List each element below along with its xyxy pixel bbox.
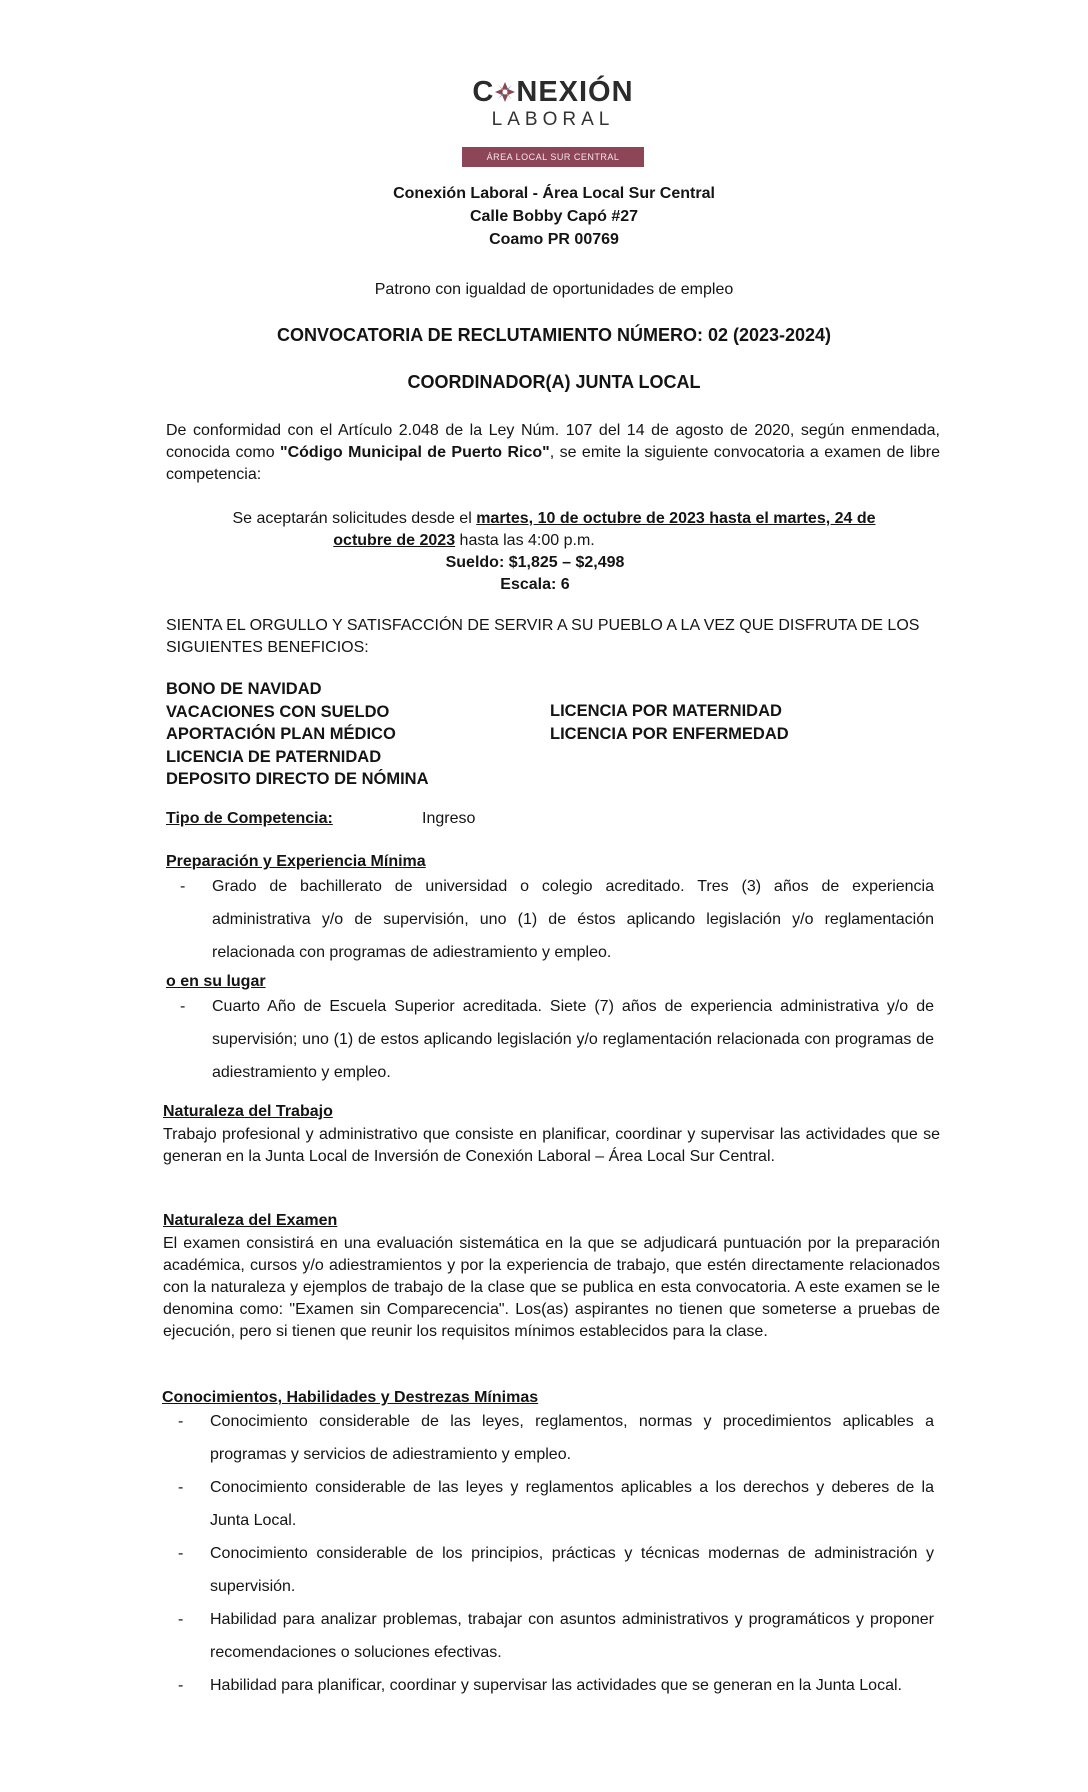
page-title: CONVOCATORIA DE RECLUTAMIENTO NÚMERO: 02 (2023-2024) [276,325,832,345]
alternative-title: o en su lugar [166,973,266,990]
logo-title-rest: NEXIÓN [516,76,634,108]
preparation-item [180,870,934,969]
address-line-2: Calle Bobby Capó #27 [469,208,639,225]
alternative-item [180,990,934,1089]
work-nature-title: Naturaleza del Trabajo [163,1103,333,1120]
skill-item [178,1603,934,1669]
alternative-item-text: Cuarto Año de Escuela Superior acreditada. Siete (7) años de experiencia administrativa y/o de supervisión; uno (1) de estos aplicando legislación y/o reglamentación relacionada con programas de adiestramiento y empleo. [212,998,934,1081]
bullet-dash: - [178,1611,184,1628]
bullet-dash: - [180,998,186,1015]
bullet-dash: - [178,1545,184,1562]
skill-item [178,1537,934,1603]
bullet-dash: - [178,1413,184,1430]
application-dates-1: martes, 10 de octubre de 2023 hasta el martes, 24 de [476,510,876,527]
benefits-left-list [166,678,429,791]
star-o-icon [494,81,516,103]
preparation-title: Preparación y Experiencia Mínima [166,853,426,870]
application-dates-2: octubre de 2023 [333,532,456,549]
employer-note: Patrono con igualdad de oportunidades de empleo [374,281,734,298]
application-prefix: Se aceptarán solicitudes desde el [232,510,477,527]
logo-area-band: ÁREA LOCAL SUR CENTRAL [462,147,644,167]
skill-item [178,1405,934,1471]
application-suffix: hasta las 4:00 p.m. [455,532,595,549]
bullet-dash: - [180,878,186,895]
skills-title: Conocimientos, Habilidades y Destrezas Mínimas [162,1389,539,1406]
benefit-item: VACACIONES CON SUELDO [166,702,390,721]
competition-type-value: Ingreso [422,810,476,827]
intro-text-2: , se emite la siguiente convocatoria a examen de libre competencia: [166,444,941,483]
competition-type-label: Tipo de Competencia: [166,810,333,827]
address-line-3: Coamo PR 00769 [489,231,619,248]
exam-nature-title: Naturaleza del Examen [163,1212,338,1229]
skill-item [178,1471,934,1537]
intro-code-name: "Código Municipal de Puerto Rico" [280,444,550,461]
skill-item-text: Conocimiento considerable de las leyes y reglamentos aplicables a los derechos y deberes de la Junta Local. [210,1479,934,1529]
benefits-intro: SIENTA EL ORGULLO Y SATISFACCIÓN DE SERVIR A SU PUEBLO A LA VEZ QUE DISFRUTA DE LOS SIGUIENTES BENEFICIOS: [166,617,920,656]
scale: Escala: 6 [500,576,570,593]
benefits-right-list [550,700,789,745]
salary: Sueldo: $1,825 – $2,498 [445,554,625,571]
conexion-laboral-logo [458,76,648,167]
benefit-item: LICENCIA DE PATERNIDAD [166,747,382,766]
benefit-item: LICENCIA POR MATERNIDAD [550,702,782,720]
intro-paragraph [166,420,940,486]
application-period [160,508,948,596]
bullet-dash: - [178,1677,184,1694]
application-line-2 [0,530,948,552]
skill-item-text: Conocimiento considerable de las leyes, reglamentos, normas y procedimientos aplicables a programas y servicios de adiestramiento y empleo. [210,1413,934,1463]
bullet-dash: - [178,1479,184,1496]
benefit-item: DEPOSITO DIRECTO DE NÓMINA [166,770,429,788]
benefit-item: BONO DE NAVIDAD [166,680,322,698]
skill-item-text: Conocimiento considerable de los principios, prácticas y técnicas modernas de administración y supervisión. [210,1545,934,1595]
work-nature-text: Trabajo profesional y administrativo que consiste en planificar, coordinar y supervisar las actividades que se generan en la Junta Local de Inversión de Conexión Laboral – Área Local Sur Central. [163,1126,940,1165]
benefit-item: LICENCIA POR ENFERMEDAD [550,724,789,743]
intro-text-1: De conformidad con el Artículo 2.048 de la Ley Núm. 107 del 14 de agosto de 2020, según enmendada, conocida como [166,422,940,461]
preparation-item-text: Grado de bachillerato de universidad o colegio acreditado. Tres (3) años de experiencia administrativa y/o de supervisión, uno (1) de éstos aplicando legislación y/o reglamentación relacionada con programas de adiestramiento y empleo. [212,878,934,961]
exam-nature-text: El examen consistirá en una evaluación sistemática en la que se adjudicará puntuación por la preparación académica, cursos y/o adiestramientos y por la experiencia de trabajo, que estén directamente relacionados con la naturaleza y ejemplos de trabajo de la clase que se publica en esta convocatoria. A este examen se le denomina como: "Examen sin Comparecencia". Los(as) aspirantes no tienen que someterse a pruebas de ejecución, pero si tienen que reunir los requisitos mínimos establecidos para la clase. [163,1235,940,1340]
address-line-1: Conexión Laboral - Área Local Sur Central [393,185,715,202]
skill-item [178,1669,934,1702]
skill-item-text: Habilidad para analizar problemas, trabajar con asuntos administrativos y programáticos y proponer recomendaciones o soluciones efectivas. [210,1611,934,1661]
benefit-item: APORTACIÓN PLAN MÉDICO [166,725,396,743]
skill-item-text: Habilidad para planificar, coordinar y supervisar las actividades que se generan en la Junta Local. [210,1677,902,1694]
position-title: COORDINADOR(A) JUNTA LOCAL [407,372,701,392]
logo-subtitle: LABORAL [491,109,615,130]
logo-title [458,76,648,108]
application-line-1 [160,508,948,530]
logo-title-c: C [472,76,495,108]
